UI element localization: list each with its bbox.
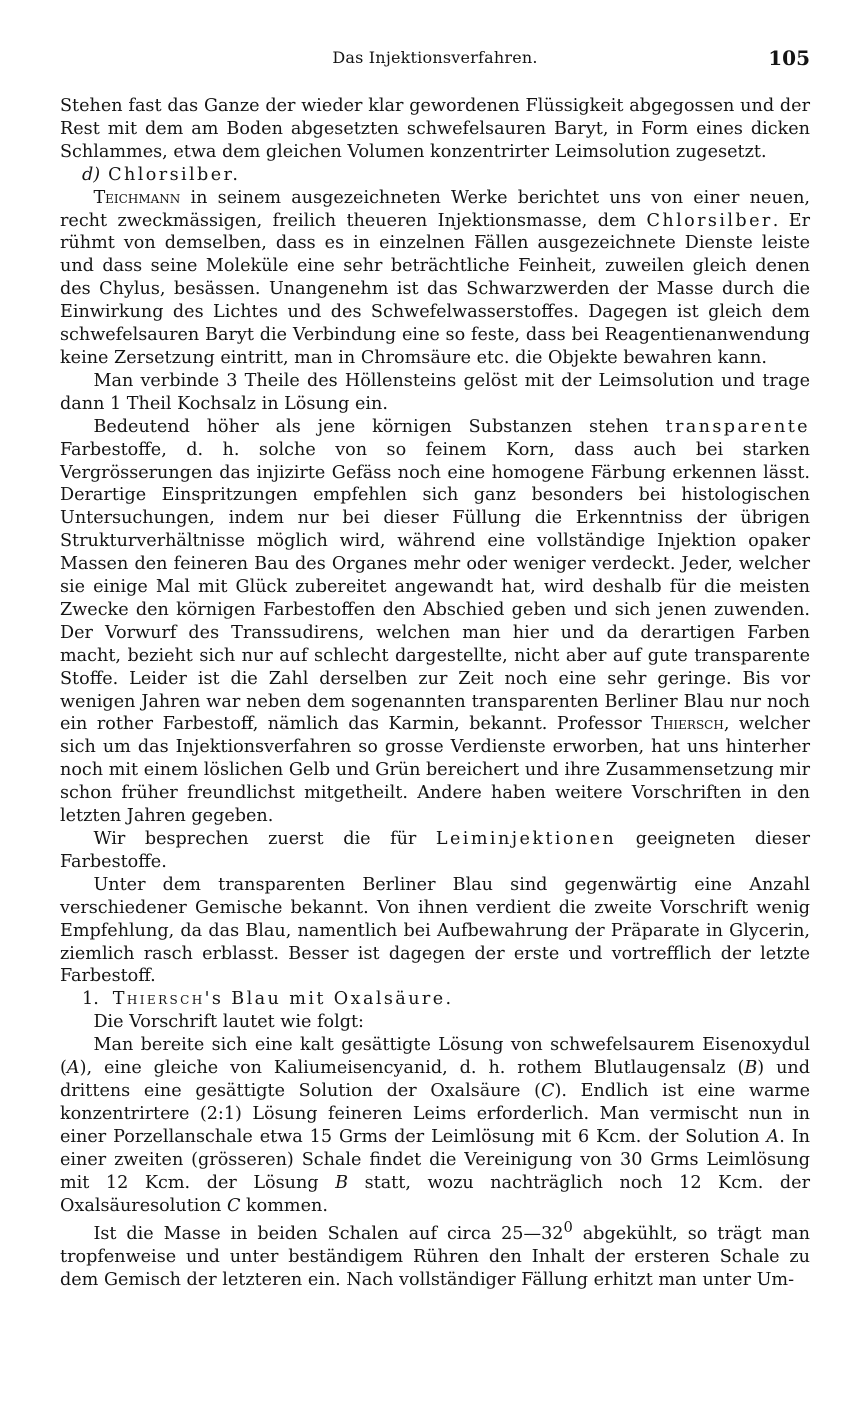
solution-label: B [744, 1058, 758, 1079]
running-title: Das Injektionsverfahren. [332, 48, 538, 67]
text-run: Ist die Masse in beiden Schalen auf circa 25—32 [93, 1224, 564, 1245]
page-number: 105 [768, 46, 810, 70]
text-run: . In einer zweiten (grösseren) Schale findet die Vereinigung von 30 Grms Leimlösung mit 12 Kcm. der Lösung [60, 1126, 810, 1193]
solution-label: A [66, 1058, 80, 1079]
text-run: geeigneten dieser Farbestoffe. [60, 829, 810, 872]
section-number: 1. [82, 989, 99, 1010]
paragraph-chlorsilber [60, 187, 810, 370]
section-title: 's Blau mit Oxalsäure. [204, 989, 454, 1010]
section-letter: d) [82, 164, 101, 185]
text-run: Farbestoffe, d. h. solche von so feinem Korn, dass auch bei starken Vergrösserungen das injizirte Gefäss noch eine homogene Färbung erkennen lässt. Derartige Einspritzungen empfehlen sich ganz besonders bei histologischen Untersuchungen, indem nur bei dieser Füllung die Erkenntniss der übrigen Strukturverhältnisse möglich wird, während eine vollständige Injektion opaker Massen den feineren Bau des Organes mehr oder weniger verdeckt. Jeder, welcher sie einige Mal mit Glück zubereitet angewandt hat, wird deshalb für die meisten Zwecke den körnigen Farbestoffen den Abschied geben und sich jenen zuwenden. Der Vorwurf des Transsudirens, welchen man hier und da derartigen Farben macht, bezieht sich nur auf schlecht dargestellte, nicht aber auf gute transparente Stoffe. Leider ist die Zahl derselben zur Zeit noch eine sehr geringe. Bis vor wenigen Jahren war neben dem sogenannten transparenten Berliner Blau nur noch ein rother Farbestoff, nämlich das Karmin, bekannt. Professor [60, 439, 810, 735]
emphasis: Chlorsilber [646, 210, 773, 231]
text-run: ) und drittens eine gesättigte Solution der Oxalsäure ( [60, 1058, 810, 1101]
solution-label: B [335, 1172, 349, 1193]
author-name: Thiersch [651, 714, 724, 735]
author-name: Thiersch [112, 989, 205, 1010]
paragraph-vorschrift: Die Vorschrift lautet wie folgt: [93, 1012, 364, 1033]
text-run: , welcher sich um das Injektionsverfahren so grosse Verdienste erworben, hat uns hinterher noch mit einem löslichen Gelb und Grün bereichert und ihre Zusammensetzung mir schon früher freundlichst mitgetheilt. Andere haben weitere Vorschriften in den letzten Jahren gegeben. [60, 714, 810, 827]
text-run: ), eine gleiche von Kaliumeisencyanid, d. h. rothem Blutlaugensalz ( [79, 1058, 745, 1079]
emphasis: transparente [665, 416, 810, 437]
solution-label: C [540, 1080, 555, 1101]
text-run: in seinem ausgezeichneten Werke berichtet uns von einer neuen, recht zweckmässigen, freilich theueren Injektionsmasse, dem [60, 187, 810, 231]
page-header [60, 46, 810, 74]
text-run: Bedeutend höher als jene körnigen Substanzen stehen [93, 416, 666, 437]
paragraph-cooling [60, 1217, 810, 1292]
section-title: Chlorsilber. [108, 164, 241, 185]
paragraph-recipe: Man verbinde 3 Theile des Höllensteins gelöst mit der Leimsolution und trage dann 1 Theil Kochsalz in Lösung ein. [60, 370, 810, 414]
text-run: ). Endlich ist eine warme konzentrirtere (2:1) Lösung feineren Leims erforderlich. Man vermischt nun in einer Porzellanschale etwa 15 Grms der Leimlösung mit 6 Kcm. der Solution [60, 1080, 810, 1147]
section-heading-d [60, 164, 810, 187]
text-run: . Er rühmt von demselben, dass es in einzelnen Fällen ausgezeichnete Dienste leiste und dass seine Moleküle eine sehr beträchtliche Feinheit, zuweilen gleich denen des Chylus, besässen. Unangenehm ist das Schwarzwerden der Masse durch die Einwirkung des Lichtes und des Schwefelwasserstoffes. Dagegen ist gleich dem schwefelsauren Baryt die Verbindung eine so feste, dass bei Reagentienanwendung keine Zersetzung eintritt, man in Chromsäure etc. die Objekte bewahren kann. [60, 210, 810, 368]
paragraph-leiminjektionen [60, 828, 810, 874]
text-run: kommen. [240, 1195, 328, 1216]
paragraph-berliner-blau: Unter dem transparenten Berliner Blau sind gegenwärtig eine Anzahl verschiedener Gemische bekannt. Von ihnen verdient die zweite Vorschrift wenig Empfehlung, da das Blau, namentlich bei Aufbewahrung der Präparate in Glycerin, ziemlich rasch erblasst. Besser ist dagegen der erste und vortrefflich der letzte Farbestoff. [60, 874, 810, 987]
text-run: abgekühlt, so trägt man tropfenweise und unter beständigem Rühren den Inhalt der ersteren Schale zu dem Gemisch der letzteren ein. Nach vollständiger Fällung erhitzt man unter Um- [60, 1224, 810, 1291]
page-body [60, 95, 810, 1292]
text-run: statt, wozu nachträglich noch 12 Kcm. der Oxalsäuresolution [60, 1172, 810, 1216]
section-heading-1 [60, 988, 810, 1011]
emphasis: Leiminjektionen [435, 829, 617, 849]
solution-label: C [226, 1195, 241, 1216]
paragraph-continuation: Stehen fast das Ganze der wieder klar gewordenen Flüssigkeit abgegossen und der Rest mit dem am Boden abgesetzten schwefelsauren Baryt, in Form eines dicken Schlammes, etwa dem gleichen Volumen konzentrirter Leimsolution zugesetzt. [60, 96, 810, 162]
solution-label: A [766, 1126, 780, 1147]
text-run: Man bereite sich eine kalt gesättigte Lösung von schwefelsaurem Eisenoxydul ( [60, 1035, 810, 1079]
author-name: Teichmann [93, 187, 181, 208]
paragraph-preparation [60, 1034, 810, 1217]
paragraph-transparent [60, 416, 810, 828]
text-run: Wir besprechen zuerst die für [93, 829, 436, 849]
degree-mark: 0 [563, 1219, 573, 1237]
